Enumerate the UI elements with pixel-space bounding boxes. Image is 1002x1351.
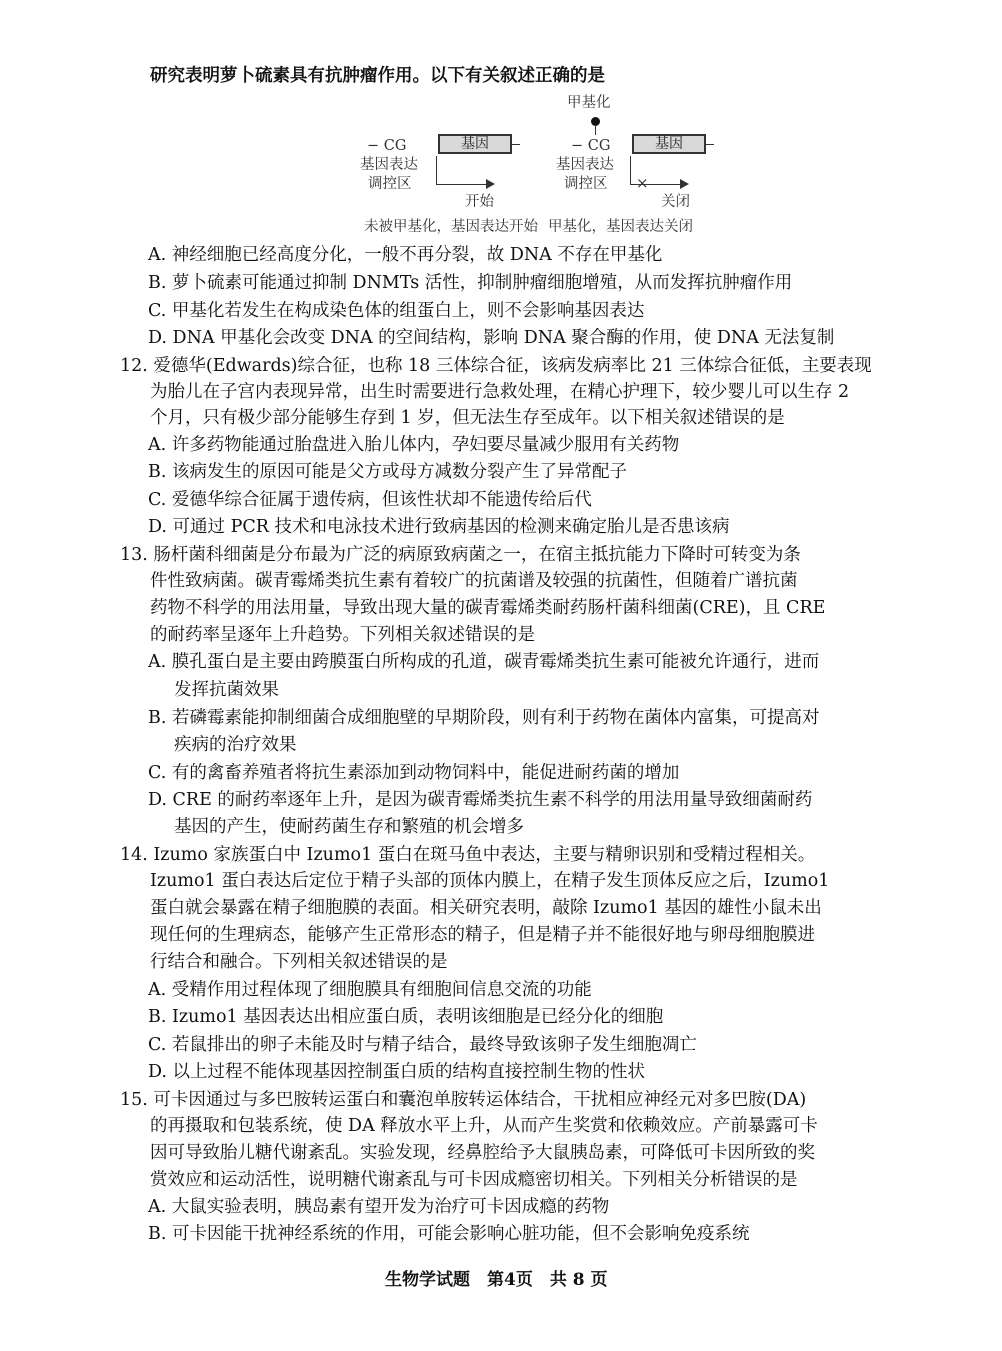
q13-stem-line-2: 件性致病菌。碳青霉烯类抗生素有着较广的抗菌谱及较强的抗菌性，但随着广谱抗菌 [150, 571, 798, 591]
q12-stem-line-2: 为胎儿在子宫内表现异常，出生时需要进行急救处理，在精心护理下，较少婴儿可以生存 2 [150, 382, 850, 402]
q13-option-c: C. 有的禽畜养殖者将抗生素添加到动物饲料中，能促进耐药菌的增加 [148, 763, 680, 783]
q15-stem-line-1: 15. 可卡因通过与多巴胺转运蛋白和囊泡单胺转运体结合，干扰相应神经元对多巴胺(DA) [120, 1090, 807, 1110]
left-gene-box: 基因 [438, 134, 512, 154]
right-cg-label: − CG [571, 138, 611, 154]
q13-stem-line-1: 13. 肠杆菌科细菌是分布最为广泛的病原致病菌之一，在宿主抵抗能力下降时可转变为条 [120, 545, 801, 565]
left-gene-tail [512, 144, 520, 145]
q13-stem-line-3: 药物不科学的用法用量，导致出现大量的碳青霉烯类耐药肠杆菌科细菌(CRE)，且 CRE [150, 598, 826, 618]
q12-stem-line-3: 个月，只有极少部分能够生存到 1 岁，但无法生存至成年。以下相关叙述错误的是 [150, 408, 785, 428]
q11-option-a: A. 神经细胞已经高度分化，一般不再分裂，故 DNA 不存在甲基化 [148, 245, 663, 265]
q15-stem-line-2: 的再摄取和包装系统，使 DA 释放水平上升，从而产生奖赏和依赖效应。产前暴露可卡 [150, 1116, 818, 1136]
q12-option-b: B. 该病发生的原因可能是父方或母方减数分裂产生了异常配子 [148, 462, 627, 482]
q14-stem-line-5: 行结合和融合。下列相关叙述错误的是 [150, 952, 448, 972]
right-region-label-2: 调控区 [564, 176, 608, 192]
q12-option-a: A. 许多药物能通过胎盘进入胎儿体内，孕妇要尽量减少服用有关药物 [148, 435, 680, 455]
q15-stem-line-4: 赏效应和运动活性，说明糖代谢紊乱与可卡因成瘾密切相关。下列相关分析错误的是 [150, 1170, 798, 1190]
q15-option-a: A. 大鼠实验表明，胰岛素有望开发为治疗可卡因成瘾的药物 [148, 1197, 610, 1217]
q12-option-d: D. 可通过 PCR 技术和电泳技术进行致病基因的检测来确定胎儿是否患该病 [148, 517, 730, 537]
q14-stem-line-3: 蛋白就会暴露在精子细胞膜的表面。相关研究表明，敲除 Izumo1 基因的雄性小鼠未出 [150, 898, 822, 918]
q14-stem-line-1: 14. Izumo 家族蛋白中 Izumo1 蛋白在斑马鱼中表达，主要与精卵识别和受精过程相关。 [120, 845, 816, 865]
q14-stem-line-4: 现任何的生理病态，能够产生正常形态的精子，但是精子并不能很好地与卵母细胞膜进 [150, 925, 815, 945]
left-arrow-head-icon [486, 179, 495, 189]
q14-option-a: A. 受精作用过程体现了细胞膜具有细胞间信息交流的功能 [148, 980, 592, 1000]
methylation-diagram [355, 96, 755, 240]
left-caption: 未被甲基化，基因表达开始 [364, 219, 538, 235]
q11-stem: 研究表明萝卜硫素具有抗肿瘤作用。以下有关叙述正确的是 [150, 66, 605, 86]
left-region-label-1: 基因表达 [360, 157, 418, 173]
q13-option-b-cont: 疾病的治疗效果 [174, 735, 297, 755]
q13-option-d: D. CRE 的耐药率逐年上升，是因为碳青霉烯类抗生素不科学的用法用量导致细菌耐药 [148, 790, 813, 810]
q11-option-b: B. 萝卜硫素可能通过抑制 DNMTs 活性，抑制肿瘤细胞增殖，从而发挥抗肿瘤作用 [148, 273, 793, 293]
q14-option-b: B. Izumo1 基因表达出相应蛋白质，表明该细胞是已经分化的细胞 [148, 1007, 664, 1027]
q14-option-c: C. 若鼠排出的卵子未能及时与精子结合，最终导致该卵子发生细胞凋亡 [148, 1035, 697, 1055]
methyl-stem [595, 125, 596, 135]
right-region-label-1: 基因表达 [556, 157, 614, 173]
right-arrow-head-icon [680, 179, 689, 189]
q15-option-b: B. 可卡因能干扰神经系统的作用，可能会影响心脏功能，但不会影响免疫系统 [148, 1224, 750, 1244]
page-footer: 生物学试题 第4页 共 8 页 [385, 1270, 608, 1290]
right-gene-box: 基因 [632, 134, 706, 154]
left-arrow-stem [436, 156, 437, 185]
right-gene-tail [706, 144, 714, 145]
q13-option-a-cont: 发挥抗菌效果 [174, 680, 279, 700]
right-arrow-label: 关闭 [661, 194, 690, 210]
q12-stem-line-1: 12. 爱德华(Edwards)综合征，也称 18 三体综合征，该病发病率比 21 三体综合征低，主要表现 [120, 356, 872, 376]
q13-stem-line-4: 的耐药率呈逐年上升趋势。下列相关叙述错误的是 [150, 625, 535, 645]
blocked-cross-icon: × [636, 174, 649, 192]
q13-option-a: A. 膜孔蛋白是主要由跨膜蛋白所构成的孔道，碳青霉烯类抗生素可能被允许通行，进而 [148, 652, 820, 672]
right-methyl-label: 甲基化 [567, 95, 611, 111]
left-arrow-label: 开始 [465, 194, 494, 210]
q14-stem-line-2: Izumo1 蛋白表达后定位于精子头部的顶体内膜上，在精子发生顶体反应之后，Izumo1 [150, 871, 830, 891]
q15-stem-line-3: 因可导致胎儿糖代谢紊乱。实验发现，经鼻腔给予大鼠胰岛素，可降低可卡因所致的奖 [150, 1143, 815, 1163]
q13-option-b: B. 若磷霉素能抑制细菌合成细胞壁的早期阶段，则有利于药物在菌体内富集，可提高对 [148, 708, 820, 728]
right-arrow-stem [630, 156, 631, 185]
left-region-label-2: 调控区 [368, 176, 412, 192]
q14-option-d: D. 以上过程不能体现基因控制蛋白质的结构直接控制生物的性状 [148, 1062, 646, 1082]
left-cg-label: − CG [367, 138, 407, 154]
q11-option-c: C. 甲基化若发生在构成染色体的组蛋白上，则不会影响基因表达 [148, 301, 645, 321]
left-arrow-shaft [436, 184, 488, 185]
right-caption: 甲基化，基因表达关闭 [548, 219, 693, 235]
q13-option-d-cont: 基因的产生，使耐药菌生存和繁殖的机会增多 [174, 817, 524, 837]
q12-option-c: C. 爱德华综合征属于遗传病，但该性状却不能遗传给后代 [148, 490, 592, 510]
q11-option-d: D. DNA 甲基化会改变 DNA 的空间结构，影响 DNA 聚合酶的作用，使 DNA 无法复制 [148, 328, 835, 348]
